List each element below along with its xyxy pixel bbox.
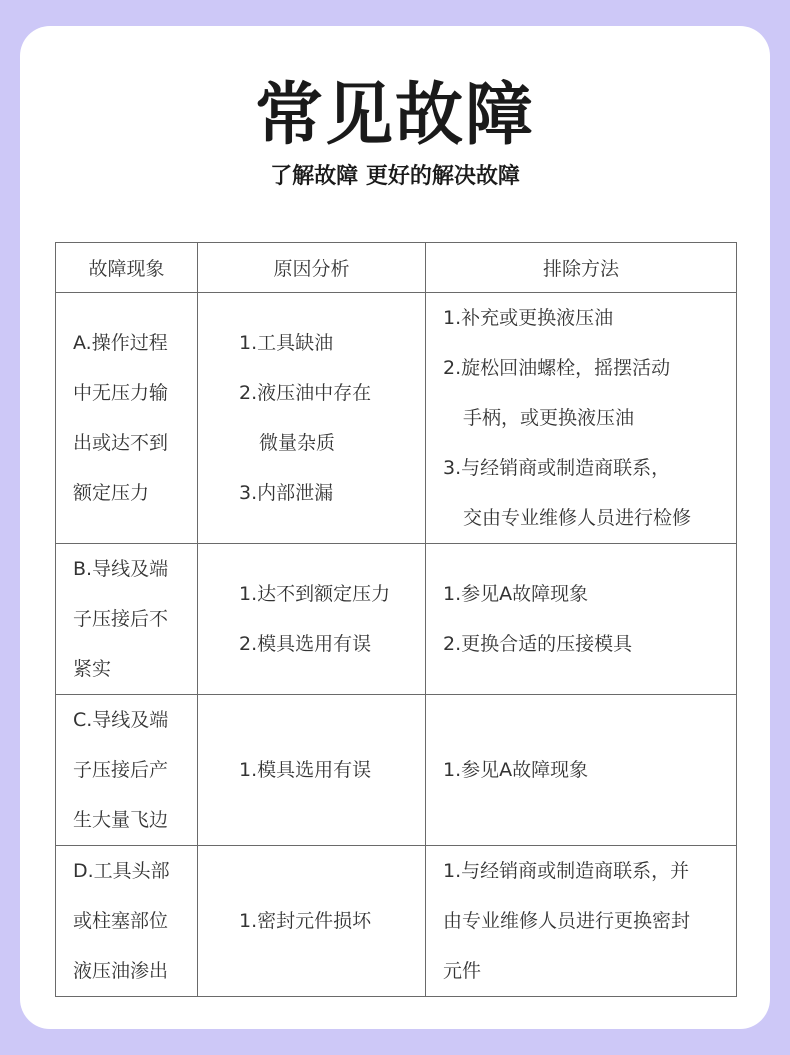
solution-cell (426, 846, 737, 997)
cause-line: 3.内部泄漏 (239, 482, 334, 504)
cause-cell (198, 544, 426, 695)
solution-cell (426, 293, 737, 544)
symptom-line: C.导线及端 (73, 709, 169, 731)
cause-line: 1.密封元件损坏 (239, 910, 372, 932)
solution-line: 2.旋松回油螺栓，摇摆活动 (443, 357, 671, 379)
solution-line: 3.与经销商或制造商联系， (443, 457, 671, 479)
solution-cell (426, 695, 737, 846)
solution-cell (426, 544, 737, 695)
solution-line: 1.参见A故障现象 (443, 759, 589, 781)
table-row (56, 695, 737, 846)
solution-line: 交由专业维修人员进行检修 (463, 507, 692, 529)
cause-line: 1.达不到额定压力 (239, 583, 391, 605)
fault-table (55, 242, 737, 997)
symptom-cell (56, 695, 198, 846)
solution-line: 1.补充或更换液压油 (443, 307, 614, 329)
solution-line: 2.更换合适的压接模具 (443, 633, 633, 655)
page-subtitle: 了解故障 更好的解决故障 (270, 164, 520, 189)
header-symptom: 故障现象 (56, 243, 198, 293)
symptom-cell (56, 293, 198, 544)
cause-line: 2.液压油中存在 (239, 382, 372, 404)
solution-line: 手柄，或更换液压油 (463, 407, 635, 429)
cause-line: 微量杂质 (259, 432, 336, 454)
symptom-line: 或柱塞部位 (73, 910, 169, 932)
solution-line: 1.与经销商或制造商联系，并 (443, 860, 690, 882)
symptom-line: 子压接后不 (73, 608, 169, 630)
symptom-line: 中无压力输 (73, 382, 169, 404)
solution-line: 由专业维修人员进行更换密封 (443, 910, 691, 932)
page-title: 常见故障 (254, 76, 535, 155)
cause-cell (198, 846, 426, 997)
header-solution: 排除方法 (426, 243, 737, 293)
symptom-cell (56, 544, 198, 695)
symptom-line: 子压接后产 (73, 759, 169, 781)
symptom-line: 额定压力 (73, 482, 150, 504)
cause-cell (198, 695, 426, 846)
symptom-line: 生大量飞边 (73, 809, 169, 831)
table-row (56, 544, 737, 695)
cause-line: 2.模具选用有误 (239, 633, 372, 655)
cause-cell (198, 293, 426, 544)
table-row (56, 846, 737, 997)
cause-line: 1.模具选用有误 (239, 759, 372, 781)
symptom-line: A.操作过程 (73, 332, 168, 354)
header-cause: 原因分析 (198, 243, 426, 293)
solution-line: 元件 (443, 960, 482, 982)
solution-line: 1.参见A故障现象 (443, 583, 589, 605)
table-header-row (56, 243, 737, 293)
symptom-line: B.导线及端 (73, 558, 169, 580)
symptom-line: 紧实 (73, 658, 112, 680)
symptom-cell (56, 846, 198, 997)
table-row (56, 293, 737, 544)
symptom-line: 出或达不到 (73, 432, 169, 454)
cause-line: 1.工具缺油 (239, 332, 334, 354)
symptom-line: 液压油渗出 (73, 960, 169, 982)
symptom-line: D.工具头部 (73, 860, 170, 882)
